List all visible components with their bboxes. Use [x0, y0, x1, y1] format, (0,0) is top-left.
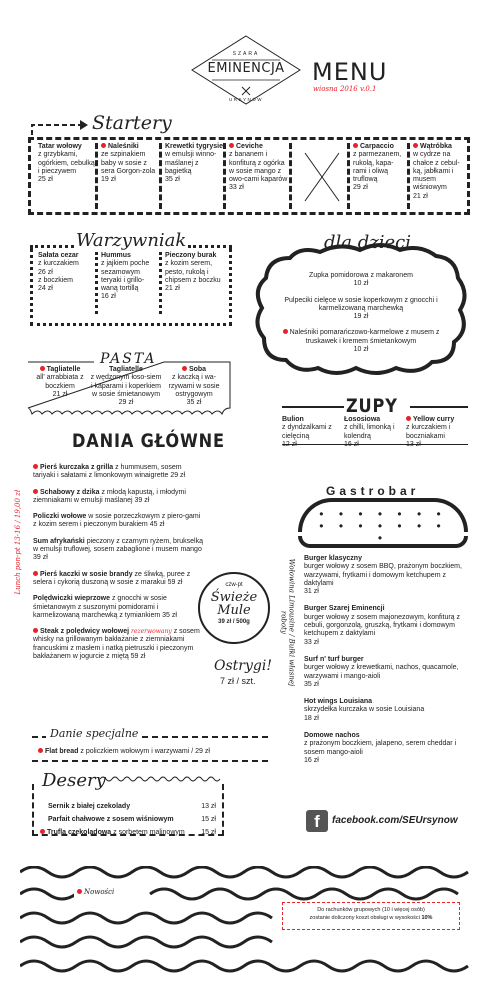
- mule-name2: Mule: [217, 603, 251, 619]
- mule-price: 39 zł / 500g: [218, 619, 250, 626]
- dania-item: Polędwiczki wieprzowe z gnocchi w sosie śmietanowym z suszonymi pomidorami i karmelizowaną marchewką z tymiankiem 35 zł: [33, 595, 177, 619]
- zupy-underline: [282, 444, 468, 445]
- logo-top: SZARA: [232, 51, 260, 57]
- dzieci-list: [272, 272, 450, 354]
- dania-item: Pierś kurczaka z grilla z hummusem, sosem tariyaki i sałatami z limonkowym winaigrette 29 zł: [33, 464, 186, 480]
- facebook-link[interactable]: facebook.com/SEUrsynow: [332, 815, 458, 826]
- warzywniak-box: [30, 248, 232, 326]
- specjalne-item: Flat bread z policzkiem wołowym i warzywami / 29 zł: [38, 748, 210, 756]
- gastrobar-item: Burger Szarej Eminencji burger wołowy z sosem majonezowym, konfiturą z cebuli, gorgonzolą, gruszką, frytkami i domowym ketchupem z daktylami 33 zł: [304, 605, 461, 646]
- warzywniak-title: Warzywniak: [76, 230, 187, 251]
- x-mark-icon: [289, 143, 347, 209]
- menu-title: MENU: [312, 58, 388, 86]
- deser-item: Trufla czekoladowa z sorbetem malinowym 15 zł: [40, 829, 220, 837]
- starter-item: Krewetki tygrysie w emulsji winno-maślanej z bagietką 35 zł: [159, 143, 223, 209]
- lunch-note: Lunch pon-pt 13-16 / 19,00 zł: [13, 489, 22, 595]
- dania-item: Steak z polędwicy wołowej rezerwowany z sosem whisky na grillowanym bakłażanie z ziemniakami francuskimi z masłem i natką pietruszki i pieczonym bakłażanem w jogurcie z miętą 59 zł: [33, 628, 200, 661]
- dania-item: Policzki wołowe w sosie porzeczkowym z piero-gami z kozim serem i pieczonym burakiem 45 zł: [33, 513, 201, 529]
- warzywniak-item: Pieczony burak z kozim serem, pesto, rukolą i chipsem z boczku 21 zł: [159, 252, 229, 314]
- gastrobar-list: [304, 555, 464, 774]
- zupy-item: Łososiowa z chilli, limonką i kolendrą 16 zł: [344, 416, 395, 448]
- warzywniak-item: Hummus z jajkiem poche sezamowym teryaki i grillo-waną tortillą 16 zł: [95, 252, 159, 314]
- desery-wave: [100, 775, 224, 786]
- pasta-item: Tagliatelle z wędzonym łoso-siem i kaparami i koperkiem w sosie śmietanowym 29 zł: [90, 366, 162, 407]
- ostrygi-title: Ostrygi!: [214, 658, 272, 674]
- gastrobar-title: Gastrobar: [326, 484, 420, 498]
- group-note-line2: zostanie doliczony koszt obsługi w wysokości 10%: [309, 915, 433, 921]
- facebook-icon[interactable]: f: [306, 810, 328, 832]
- nowosci-label: Nowości: [74, 888, 117, 897]
- gastrobar-item: Surf n' turf burger burger wołowy z krewetkami, nachos, quacamole, warzywami i mango-aioli 35 zł: [304, 655, 459, 688]
- gastrobar-item: Burger klasyczny burger wołowy z sosem BBQ, prażonym boczkiem, warzywami, frytkami i domowym ketchupem z daktylami 31 zł: [304, 555, 462, 596]
- dzieci-title: dla dzieci: [324, 232, 411, 253]
- startery-box: [28, 137, 470, 215]
- zupy-item: Bulion z dyndzalkami z cielęciną 12 zł: [282, 416, 332, 448]
- reserved-badge: rezerwowany: [131, 628, 172, 636]
- menu-season: wiosna 2016 v.0.1: [313, 85, 377, 93]
- dania-list: [33, 464, 203, 669]
- logo-main: EMINENCJA: [207, 61, 285, 76]
- starter-item: Ceviche z bananem i konfiturą z ogórka w sosie mango z owo-cami kaparów 33 zł: [223, 143, 289, 209]
- gastrobar-item: Hot wings Louisiana skrzydełka kurczaka w sosie Louisiana 18 zł: [304, 698, 425, 722]
- group-note: [282, 902, 460, 930]
- dania-item: Sum afrykański pieczony z czarnym ryżem, brukselką w emulsji truflowej, sosem zabaglione i musem mango 39 zł: [33, 537, 204, 562]
- group-note-line1: Do rachunków grupowych (10 i więcej osób): [317, 907, 425, 913]
- pasta-item: Soba z kaczką i wa-rzywami w sosie ostrygowym 35 zł: [168, 366, 220, 407]
- bun-seeds: • • • • • • • • • • • • • • •: [319, 507, 447, 545]
- dzieci-item: Pulpeciki cielęce w sosie koperkowym z gnocchi i karmelizowaną marchewką 19 zł: [284, 296, 438, 321]
- logo-bottom: URSYNÓW: [229, 97, 263, 102]
- logo: [190, 34, 302, 106]
- ostrygi-price: 7 zł / szt.: [220, 676, 256, 686]
- pasta-item: Tagliatelle all' arrabbiata z boczkiem 21 zł: [36, 366, 84, 398]
- deser-item: Parfait chałwowe z sosem wiśniowym 15 zł: [48, 816, 216, 823]
- mule-days: czw-pt: [225, 582, 243, 588]
- startery-title: Startery: [92, 112, 172, 134]
- deser-item: Sernik z białej czekolady 13 zł: [48, 803, 216, 810]
- pasta-title: PASTA: [100, 351, 157, 367]
- dzieci-item: Zupka pomidorowa z makaronem 10 zł: [309, 272, 413, 288]
- warzywniak-item: Sałata cezar z kurczakiem 26 zł z boczkiem 24 zł: [38, 252, 79, 293]
- zupy-line-right: [410, 406, 468, 408]
- starter-item: Carpaccio z parmezanem, rukolą, kapa-rami i oliwą truflową 29 zł: [347, 143, 407, 209]
- dzieci-item: Naleśniki pomarańczowo-karmelowe z musem z truskawek i kremem śmietankowym 10 zł: [272, 329, 450, 354]
- dania-title: DANIA GŁÓWNE: [72, 430, 225, 452]
- mule-name1: Świeże: [210, 590, 258, 606]
- zupy-item: Yellow curry z kurczakiem i boczniakami 13 zł: [406, 416, 455, 448]
- gastrobar-item: Domowe nachos z prażonym boczkiem, jalapeno, serem cheddar i sosem mango-aioli 16 zł: [304, 732, 457, 764]
- starter-item: Tatar wołowy z grzybkami, ogórkiem, cebulką i pieczywem 25 zł: [38, 143, 95, 184]
- mule-badge: [198, 572, 270, 644]
- gastrobar-side-note: Wołowina Limousine / Bułki własnej roboty: [279, 558, 296, 687]
- specjalne-title: Danie specjalne: [46, 727, 142, 740]
- desery-title: Desery: [42, 770, 106, 791]
- starter-item: Wątróbka w cydrze na chałce z cebul-ką, jabłkami i musem wiśniowym 21 zł: [407, 143, 467, 209]
- dania-item: Schabowy z dzika z młodą kapustą, i młodymi ziemniakami w emulsji maślanej 39 zł: [33, 488, 186, 504]
- zupy-line-left: [282, 406, 344, 408]
- dania-item: Pierś kaczki w sosie brandy ze śliwką, puree z selera i cykorią duszoną w sosie z marakui 59 zł: [33, 570, 191, 586]
- zupy-title: ZUPY: [346, 395, 398, 417]
- starter-item: Naleśniki ze szpinakiem baby w sosie z sera Gorgon-zola 19 zł: [95, 143, 159, 209]
